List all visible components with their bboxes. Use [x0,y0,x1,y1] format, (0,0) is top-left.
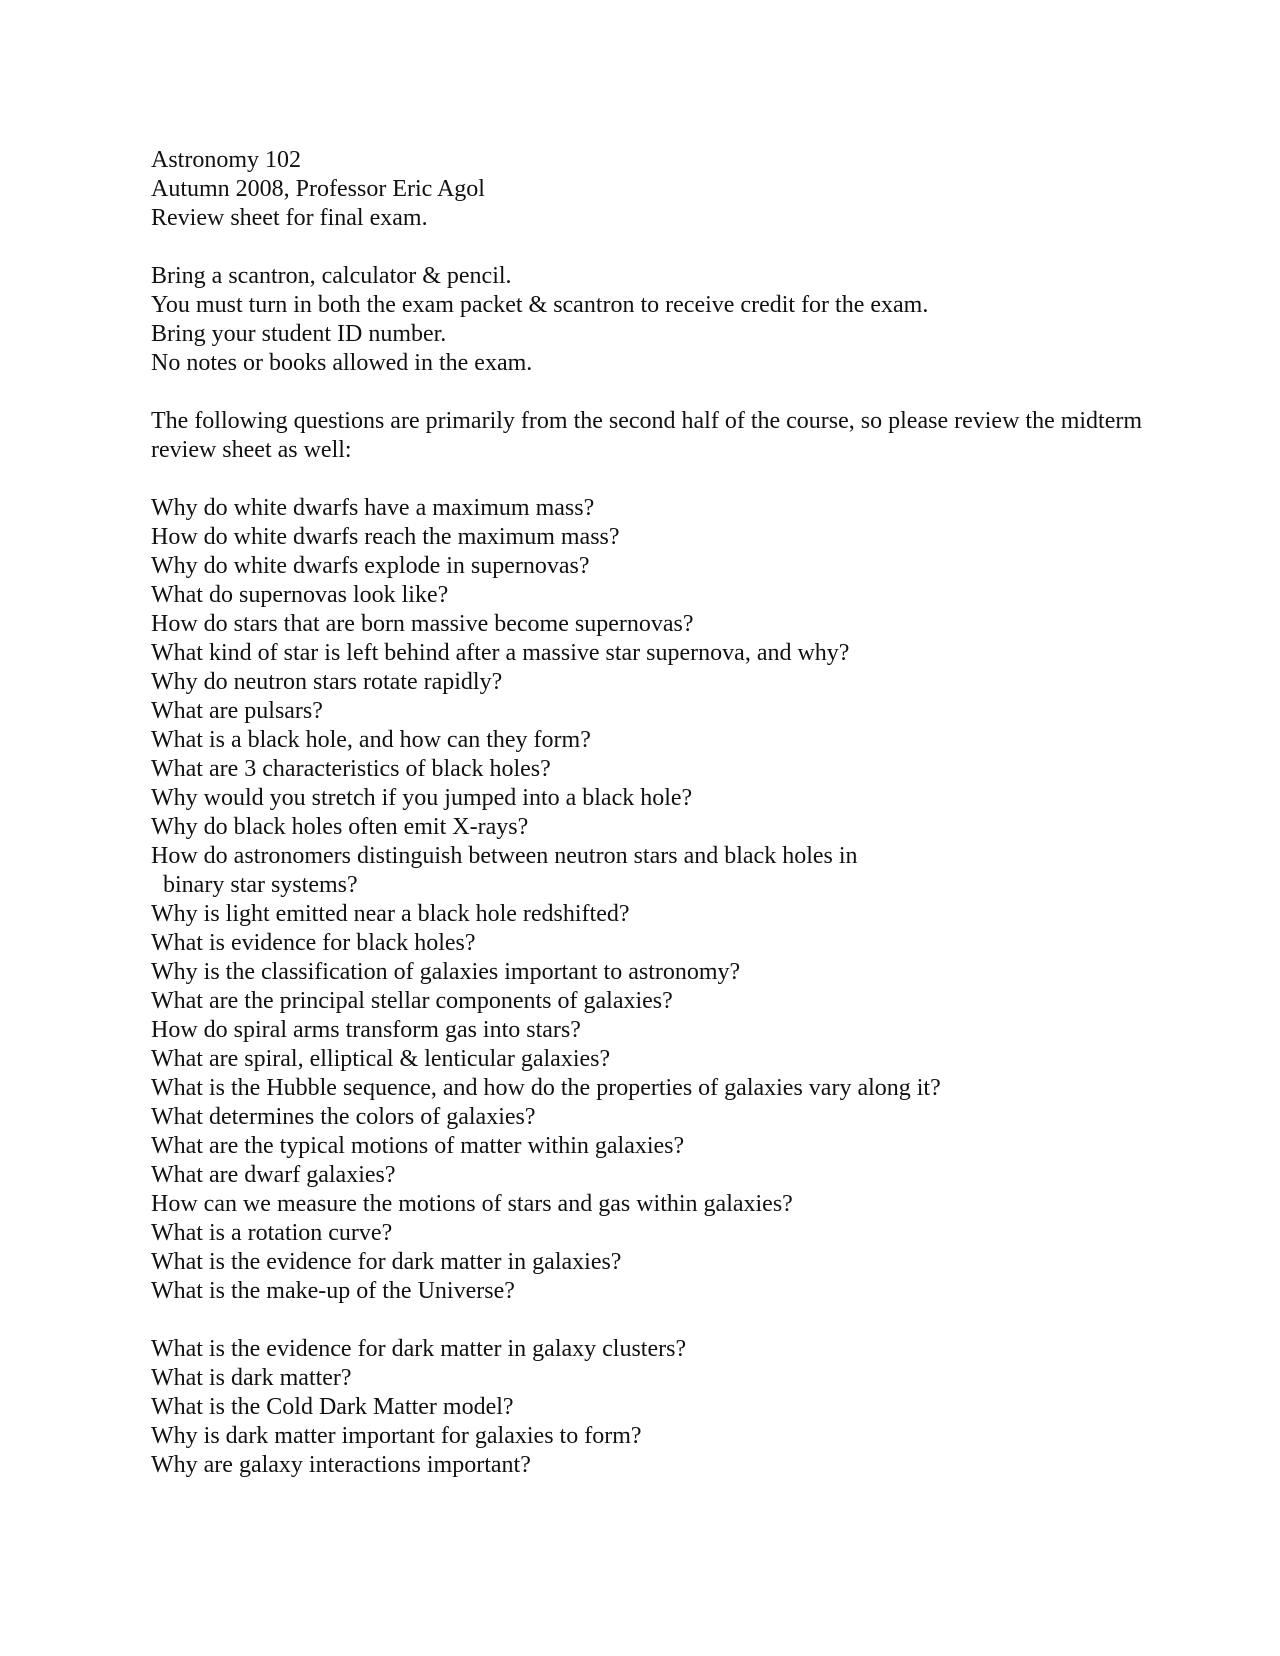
question-item: What determines the colors of galaxies? [151,1104,536,1130]
question-item: Why do white dwarfs explode in supernovas? [151,553,590,579]
question-item: What is the evidence for dark matter in galaxies? [151,1249,622,1275]
question-item: Why are galaxy interactions important? [151,1452,531,1478]
question-item: What are pulsars? [151,698,323,724]
question-item: What is dark matter? [151,1365,352,1391]
instruction-line: Bring your student ID number. [151,321,447,347]
spacer [151,465,1151,494]
question-item: What is evidence for black holes? [151,930,476,956]
spacer [151,1306,1151,1335]
question-item: Why is the classification of galaxies important to astronomy? [151,959,741,985]
question-item: How can we measure the motions of stars and gas within galaxies? [151,1191,793,1217]
spacer [151,378,1151,407]
term-and-professor: Autumn 2008, Professor Eric Agol [151,176,485,202]
question-item: How do stars that are born massive become supernovas? [151,611,694,637]
question-item: What is the make-up of the Universe? [151,1278,515,1304]
question-item: What are the principal stellar components of galaxies? [151,988,673,1014]
question-item: What is a rotation curve? [151,1220,393,1246]
question-item: What is the Cold Dark Matter model? [151,1394,514,1420]
question-item: What are the typical motions of matter within galaxies? [151,1133,685,1159]
question-item: What is the evidence for dark matter in galaxy clusters? [151,1336,687,1362]
instruction-line: You must turn in both the exam packet & scantron to receive credit for the exam. [151,292,929,318]
question-item: Why is light emitted near a black hole redshifted? [151,901,630,927]
instruction-line: Bring a scantron, calculator & pencil. [151,263,512,289]
question-item: Why would you stretch if you jumped into a black hole? [151,785,693,811]
question-item: What is the Hubble sequence, and how do the properties of galaxies vary along it? [151,1075,941,1101]
document-page [151,146,1151,1480]
question-item-continuation: binary star systems? [163,872,358,898]
course-title: Astronomy 102 [151,147,301,173]
question-item: What are spiral, elliptical & lenticular galaxies? [151,1046,611,1072]
exam-instructions [151,262,1151,378]
question-item: Why do neutron stars rotate rapidly? [151,669,503,695]
spacer [151,233,1151,262]
question-item: How do spiral arms transform gas into stars? [151,1017,581,1043]
question-item: What are 3 characteristics of black holes? [151,756,551,782]
intro-paragraph: The following questions are primarily from the second half of the course, so please review the midterm review sheet as well: [151,408,1143,463]
question-item: How do white dwarfs reach the maximum mass? [151,524,620,550]
question-item: Why do black holes often emit X-rays? [151,814,529,840]
question-item: Why is dark matter important for galaxies to form? [151,1423,642,1449]
question-list-galaxies [151,900,1151,1306]
question-list-stellar-remnants [151,494,1151,900]
question-item: How do astronomers distinguish between neutron stars and black holes in [151,843,858,869]
question-item: What are dwarf galaxies? [151,1162,396,1188]
question-list-dark-matter [151,1335,1151,1480]
question-item: Why do white dwarfs have a maximum mass? [151,495,595,521]
question-item: What kind of star is left behind after a massive star supernova, and why? [151,640,850,666]
question-item: What is a black hole, and how can they form? [151,727,591,753]
document-header [151,146,1151,233]
sheet-title: Review sheet for final exam. [151,205,428,231]
question-item: What do supernovas look like? [151,582,449,608]
instruction-line: No notes or books allowed in the exam. [151,350,533,376]
